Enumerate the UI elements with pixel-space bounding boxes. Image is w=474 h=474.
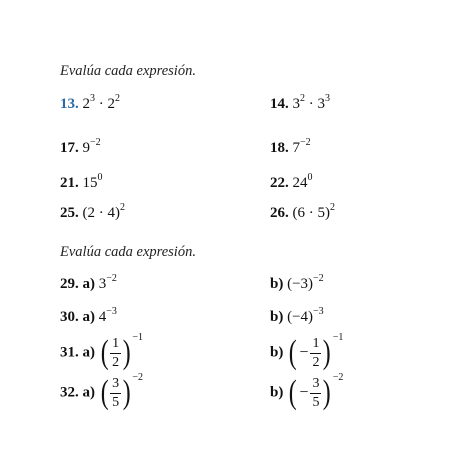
problem-31a: 31. a) ( $\frac{1}{2}$ ) −1	[60, 332, 144, 371]
problem-32b: b) ( − $\frac{3}{5}$ ) −2	[270, 372, 344, 411]
problem-number: 32.	[60, 384, 79, 401]
problem-21: 21. $15^0$	[60, 172, 103, 191]
problem-number: 26.	[270, 205, 289, 221]
problem-30a: 30. a) $4^{-3}$	[60, 306, 117, 325]
problem-29a: 29. a) $3^{-2}$	[60, 273, 117, 292]
problem-number: 25.	[60, 205, 79, 221]
problem-13: 13. $2^3 \cdot 2^2$	[60, 93, 120, 112]
problem-17: 17. $9^{-2}$	[60, 137, 101, 156]
problem-18: 18. $7^{-2}$	[270, 137, 311, 156]
problem-number: 30.	[60, 309, 79, 325]
fraction: $\frac{3}{5}$	[112, 375, 120, 410]
problem-31b: b) ( − $\frac{1}{2}$ ) −1	[270, 332, 344, 371]
problem-number: 13.	[60, 96, 79, 112]
problem-number: 17.	[60, 140, 79, 156]
problem-26: 26. $(6 \cdot 5)^2$	[270, 202, 335, 221]
problem-22: 22. $24^0$	[270, 172, 313, 191]
section-heading-2: Evalúa cada expresión.	[60, 244, 196, 260]
problem-30b: b) $(-4)^{-3}$	[270, 306, 324, 325]
fraction: $\frac{1}{2}$	[112, 335, 120, 370]
problem-25: 25. $(2 \cdot 4)^2$	[60, 202, 125, 221]
problem-number: 29.	[60, 276, 79, 292]
fraction: $\frac{3}{5}$	[312, 375, 320, 410]
problem-14: 14. $3^2 \cdot 3^3$	[270, 93, 330, 112]
problem-number: 31.	[60, 344, 79, 361]
problem-number: 22.	[270, 175, 289, 191]
problem-number: 21.	[60, 175, 79, 191]
problem-29b: b) $(-3)^{-2}$	[270, 273, 324, 292]
problem-number: 18.	[270, 140, 289, 156]
fraction: $\frac{1}{2}$	[312, 335, 320, 370]
section-heading-1: Evalúa cada expresión.	[60, 63, 196, 79]
problem-number: 14.	[270, 96, 289, 112]
problem-32a: 32. a) ( $\frac{3}{5}$ ) −2	[60, 372, 144, 411]
